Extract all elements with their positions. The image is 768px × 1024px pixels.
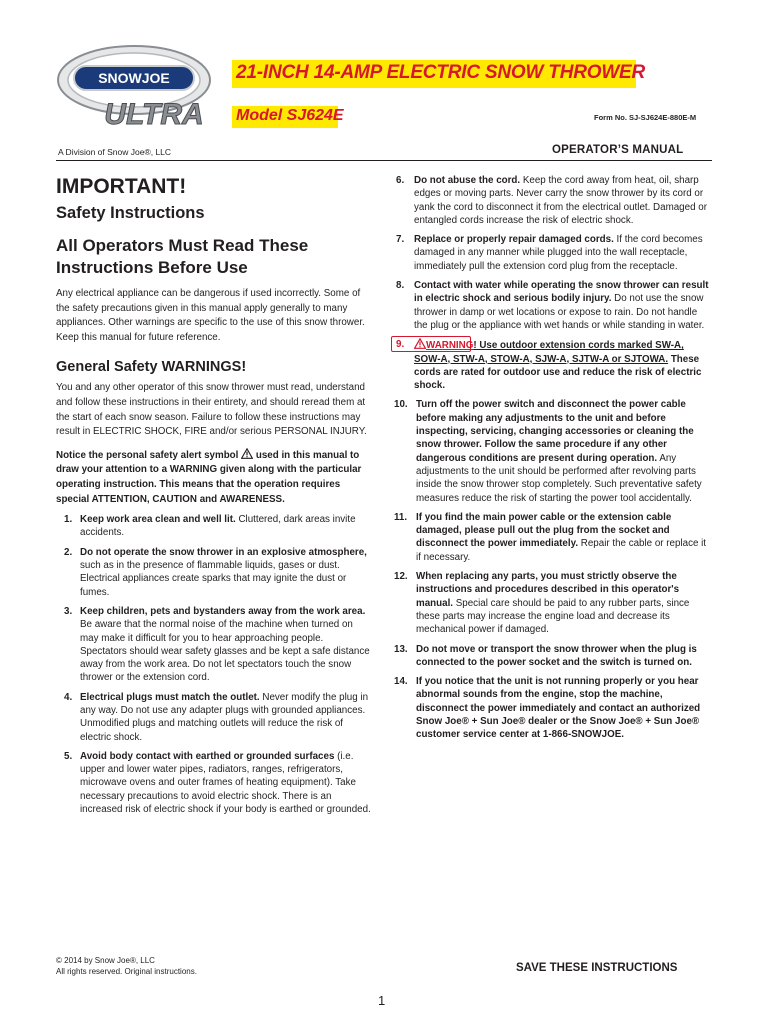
operators-manual-label: OPERATOR’S MANUAL [552,144,684,156]
item-lead: Keep children, pets and bystanders away from the work area. [80,605,366,617]
list-item [56,546,372,599]
warning-triangle-icon [241,448,253,459]
general-safety-paragraph: You and any other operator of this snow thrower must read, understand and follow these instructions in their entirety, and should reread them at the start of each snow season. Failure to follow these instructions may result in ELECTRIC SHOCK, FIRE and/or serious PERSONAL INJURY. [56,382,367,438]
list-item [56,605,372,685]
intro-paragraph: Any electrical appliance can be dangerous if used incorrectly. Some of the safety precautions given in this manual apply generally to many appliances. Other warnings are specific to the use of this snow thrower. Keep this manual for future reference. [56,288,365,343]
all-operators-heading: All Operators Must Read These Instructions Before Use [56,236,309,277]
item-lead: Replace or properly repair damaged cords. [414,234,614,246]
item-number: 9. [396,339,405,351]
right-safety-list [394,174,712,742]
warning-label: WARNING [426,340,474,352]
product-title: 21-INCH 14-AMP ELECTRIC SNOW THROWER [236,62,646,83]
item-number: 1. [64,514,73,526]
item-number: 14. [394,676,408,688]
important-heading: IMPORTANT! [56,175,187,198]
list-item [394,643,712,670]
item-number: 6. [396,175,405,186]
list-item [394,570,712,636]
item-lead: Do not abuse the cord. [414,175,521,186]
general-safety-heading-a: General Safety [56,359,162,376]
item-text: Be aware that the normal noise of the machine when turned on may make it difficult for you to hear approaching people. Spectators should wear safety glasses and be kept a safe distance away from the work area. Do not let spectators touch the snow thrower or the extension cord. [80,619,370,684]
safety-instructions-subtitle: Safety Instructions [56,204,205,222]
item-lead: Avoid body contact with earthed or grounded surfaces [80,750,335,762]
list-item [394,233,712,273]
general-safety-heading [56,358,372,376]
item-text: Keep the cord away from heat, oil, sharp edges or moving parts. Never carry the snow thrower by its cord or yank the cord to disconnect it from the electrical outlet. Damaged or entangled cords increase the risk of electric shock. [414,175,707,226]
item-lead: Keep work area clean and well lit. [80,514,236,526]
left-column [56,174,372,816]
warning-list-item [394,338,712,392]
item-number: 3. [64,605,73,617]
warning-underlined-text: ! Use outdoor extension cords marked SW-A, SOW-A, STW-A, STOW-A, SJW-A, SJTW-A or SJTOWA. [414,340,684,365]
list-item [394,511,712,564]
item-number: 10. [394,399,408,411]
item-text: (i.e. upper and lower water pipes, radiators, ranges, refrigerators, microwave ovens and outer frames of heating equipment). Take necessary precautions to avoid electric shock. There is an increased risk of electric shock if your body is earthed or grounded. [80,750,371,816]
notice-text-b: used in this manual to draw your attention to a WARNING given along with the particular operating instruction. This means that the operation requires special ATTENTION, CAUTION and AWARENESS. [56,449,362,505]
item-text: If the cord becomes damaged in any manner while plugged into the wall receptacle, immediately pull the extension cord plug from the receptacle. [414,234,703,272]
item-lead: Turn off the power switch and disconnect the power cable before making any adjustments to the unit and before inspecting, servicing, changing accessories or cleaning the snow thrower. Follow the same procedure if any other dangerous conditions are present during operation. [416,399,694,464]
item-text: Special care should be paid to any rubber parts, since these parts may increase the engine load and decrease its mechanical power if damaged. [416,597,690,636]
list-item [394,174,712,227]
item-lead: Contact with water while operating the snow thrower can result in electric shock and serious bodily injury. [414,280,709,305]
item-text: Repair the cable or replace it if necessary. [416,538,707,563]
notice-paragraph [56,448,372,507]
copyright-notice [56,955,197,977]
general-safety-heading-b: WARNINGS! [161,359,247,376]
right-column [394,174,712,742]
list-item [56,513,372,540]
item-text: Any adjustments to the unit should be performed after revolving parts inside the snow thrower stop completely. Such preventative safety measures reduce the risk of starting the power tool accidentally. [416,452,702,504]
item-number: 13. [394,643,408,655]
item-lead: Do not operate the snow thrower in an explosive atmosphere, [80,546,367,558]
notice-text-a: Notice the personal safety alert symbol [56,449,239,461]
item-text: such as in the presence of flammable liquids, gases or dust. Electrical appliances create sparks that may ignite the dust or fumes. [80,560,347,598]
item-text: Never modify the plug in any way. Do not use any adapter plugs with grounded appliances. Unmodified plugs and matching outlets will reduce the risk of electric shock. [80,691,369,743]
header-divider [56,160,712,161]
warning-rest-text: These cords are rated for outdoor use and reduce the risk of electric shock. [414,353,702,392]
page-number: 1 [378,993,386,1008]
item-text: Do not use the snow thrower in damp or wet locations or expose to rain. Do not handle the plug or the appliance with wet hands or while standing in water. [414,293,705,331]
model-number: Model SJ624E [236,107,344,124]
save-instructions-label: SAVE THESE INSTRUCTIONS [516,962,678,974]
item-text: Cluttered, dark areas invite accidents. [80,514,356,539]
list-item [56,691,372,744]
list-item [394,675,712,741]
item-number: 4. [64,691,73,703]
item-number: 8. [396,280,405,292]
item-number: 12. [394,571,408,583]
division-text: A Division of Snow Joe®, LLC [58,147,172,157]
list-item [394,398,712,504]
item-number: 2. [64,546,73,558]
item-lead: Do not move or transport the snow thrower when the plug is connected to the power socket and the switch is turned on. [416,643,697,668]
item-lead: Electrical plugs must match the outlet. [80,691,260,703]
snowjoe-ultra-logo [56,40,214,138]
logo-top-text: SNOWJOE [98,70,170,86]
copyright-line-2: All rights reserved. Original instructions. [56,967,197,976]
list-item [56,750,372,816]
copyright-line-1: © 2014 by Snow Joe®, LLC [56,956,155,965]
item-number: 11. [394,511,408,523]
item-lead: If you notice that the unit is not running properly or you hear abnormal sounds from the engine, stop the machine, disconnect the power immediately and contact an authorized Snow Joe® + Sun Joe® dealer or the Snow Joe® + Sun Joe® customer service center at 1-866-SNOWJOE. [416,676,701,741]
logo-bottom-text: ULTRA [104,98,204,131]
left-safety-list [56,513,372,816]
item-number: 7. [396,234,405,246]
form-number: Form No. SJ-SJ624E-880E-M [594,113,697,122]
item-lead: When replacing any parts, you must strictly observe the instructions and procedures described in this operator's manual. [416,571,680,609]
list-item [394,279,712,332]
item-lead: If you find the main power cable or the extension cable damaged, please pull out the plug from the socket and disconnect the power immediately. [416,511,672,550]
item-number: 5. [64,750,73,762]
